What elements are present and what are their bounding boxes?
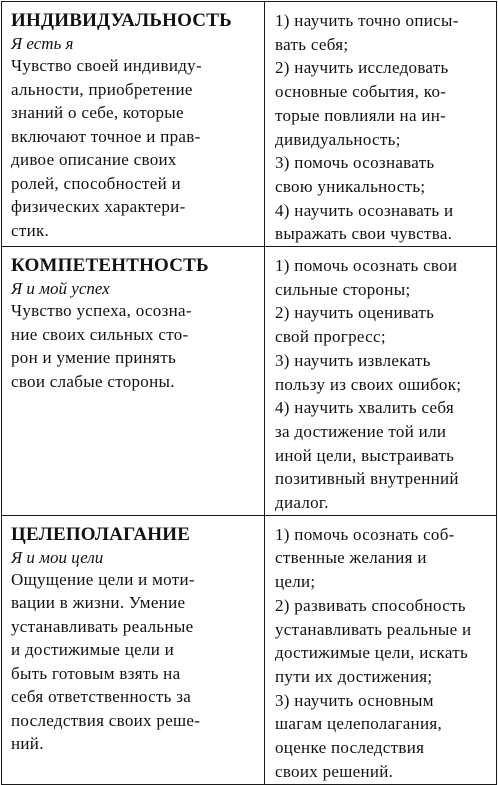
row-description — [11, 299, 258, 393]
description-line: дивое описание своих — [11, 150, 177, 169]
row-goals — [275, 254, 490, 515]
goal-line: ственные желания и — [275, 548, 427, 568]
goal-line: 3) помочь осознавать — [275, 153, 435, 173]
row-title: КОМПЕТЕНТНОСТЬ — [11, 255, 209, 277]
row-description-cell — [2, 247, 265, 516]
row-goals — [275, 523, 490, 784]
goal-line: 4) научить хвалить себя — [275, 398, 455, 418]
row-description-cell — [2, 2, 265, 247]
goal-line: позитивный внутренний — [275, 469, 459, 489]
goal-line: 2) развивать способность — [275, 595, 466, 615]
description-line: Чувство своей индивиду- — [11, 56, 202, 75]
description-line: Ощущение цели и моти- — [11, 569, 195, 589]
goal-line: дивидуальность; — [275, 129, 401, 149]
goal-line: свою уникальность; — [275, 176, 426, 196]
row-subtitle: Я и мои цели — [11, 547, 104, 567]
description-line: быть готовым взять на — [11, 663, 181, 683]
goal-line: устанавливать реальные и — [275, 619, 472, 639]
row-description — [11, 54, 258, 242]
description-line: вации в жизни. Умение — [11, 593, 186, 613]
goal-line: 1) научить точно описы- — [275, 11, 459, 30]
goal-line: торые повлияли на ин- — [275, 105, 447, 125]
row-subtitle: Я есть я — [11, 34, 74, 53]
row-title: ЦЕЛЕПОЛАГАНИЕ — [11, 523, 191, 545]
goal-line: сильные стороны; — [275, 279, 411, 299]
goal-line: 2) научить оценивать — [275, 303, 435, 323]
description-line: и достижимые цели и — [11, 640, 175, 660]
goal-line: 1) помочь осознать соб- — [275, 524, 455, 544]
row-title: ИНДИВИДУАЛЬНОСТЬ — [11, 10, 232, 31]
row-goals-cell — [265, 2, 497, 247]
description-line: ний. — [11, 734, 44, 754]
description-line: свои слабые стороны. — [11, 371, 175, 391]
row-goals — [275, 9, 490, 246]
goal-line: основные события, ко- — [275, 82, 447, 102]
goal-line: своих решений. — [275, 761, 394, 781]
goal-line: достижимые цели, искать — [275, 643, 469, 663]
goal-line: 3) научить извлекать — [275, 350, 431, 370]
goal-line: оценке последствия — [275, 738, 425, 758]
description-line: альности, приобретение — [11, 79, 193, 99]
row-goals-cell — [265, 515, 497, 784]
table-row-individuality — [2, 2, 497, 247]
table-row-competence — [2, 247, 497, 516]
goal-line: выражать свои чувства. — [275, 224, 453, 244]
goal-line: свой прогресс; — [275, 327, 386, 347]
goal-line: шагам целеполагания, — [275, 714, 443, 734]
description-line: физических характери- — [11, 197, 186, 216]
description-line: знаний о себе, которые — [11, 103, 184, 122]
table-row-goal-setting — [2, 515, 497, 784]
description-line: ролей, способностей и — [11, 173, 181, 193]
goal-line: 4) научить осознавать и — [275, 200, 454, 220]
goal-line: диалог. — [275, 493, 329, 513]
row-subtitle: Я и мой успех — [11, 279, 110, 299]
goal-line: пути их достижения; — [275, 666, 433, 686]
description-line: Чувство успеха, осозна- — [11, 301, 192, 321]
goal-line: 2) научить исследовать — [275, 58, 449, 78]
goal-line: пользу из своих ошибок; — [275, 374, 462, 394]
row-description — [11, 568, 258, 756]
description-line: включают точное и прав- — [11, 126, 201, 146]
description-line: устанавливать реальные — [11, 616, 194, 636]
description-line: себя ответственность за — [11, 687, 192, 707]
goal-line: за достижение той или — [275, 421, 447, 441]
row-goals-cell — [265, 247, 497, 516]
description-line: последствия своих реше- — [11, 710, 201, 730]
goal-line: 3) научить основным — [275, 690, 434, 710]
goal-line: 1) помочь осознать свои — [275, 256, 458, 276]
goal-line: цели; — [275, 572, 316, 592]
description-line: стик. — [11, 220, 50, 240]
self-esteem-table — [1, 1, 497, 785]
description-line: рон и умение принять — [11, 348, 177, 368]
goal-line: иной цели, выстраивать — [275, 445, 455, 465]
row-description-cell — [2, 515, 265, 784]
goal-line: вать себя; — [275, 34, 349, 54]
description-line: ние своих сильных сто- — [11, 324, 189, 344]
